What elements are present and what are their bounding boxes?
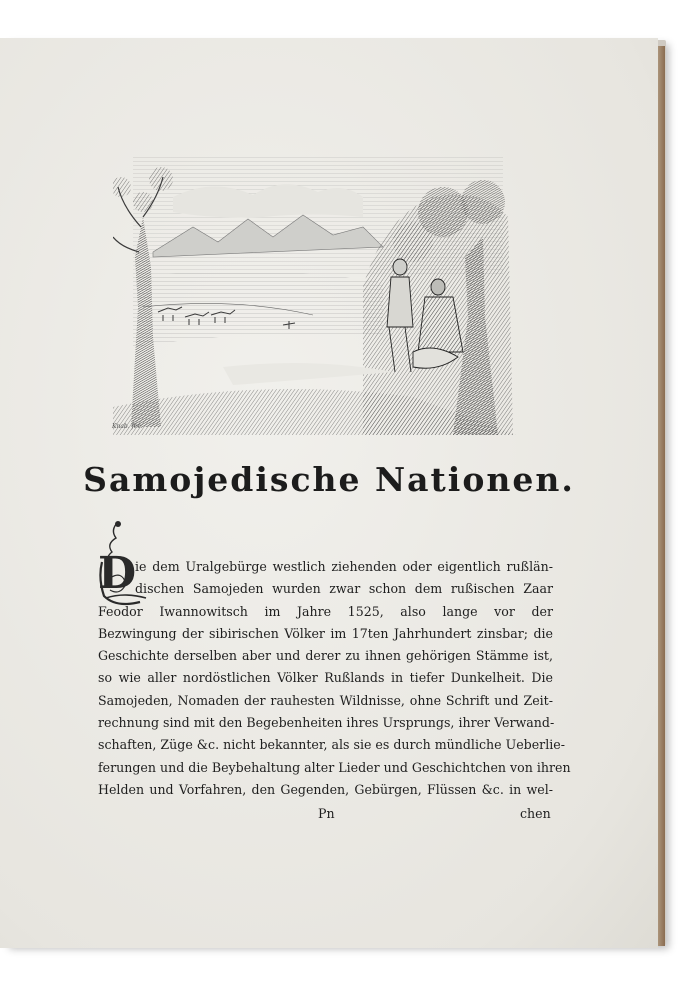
body-line: Geschichte derselben aber und derer zu ihnen gehörigen Stämme ist, bbox=[98, 648, 553, 664]
signature-mark: Pn bbox=[318, 806, 335, 821]
initial-letter-glyph: D bbox=[98, 548, 137, 599]
body-line: rechnung sind mit den Begebenheiten ihres Ursprungs, ihrer Verwand- bbox=[98, 715, 555, 731]
body-text bbox=[98, 556, 571, 801]
body-line: Helden und Vorfahren, den Gegenden, Gebürgen, Flüssen &c. in wel- bbox=[98, 781, 553, 797]
body-line: ferungen und die Beybehaltung alter Lieder und Geschichtchen von ihren bbox=[98, 759, 571, 775]
body-line: schaften, Züge &c. nicht bekannter, als sie es durch mündliche Ueberlie- bbox=[98, 737, 565, 753]
page-title: Samojedische Nationen. bbox=[83, 460, 575, 499]
catchword: chen bbox=[520, 806, 551, 821]
landscape-engraving bbox=[113, 157, 516, 435]
body-line: dischen Samojeden wurden zwar schon dem rußischen Zaar bbox=[135, 581, 553, 597]
body-line: Bezwingung der sibirischen Völker im 17ten Jahrhundert zinsbar; die bbox=[98, 625, 553, 641]
body-line: Samojeden, Nomaden der rauhesten Wildnisse, ohne Schrift und Zeit- bbox=[98, 692, 553, 708]
body-line: Feodor Iwannowitsch im Jahre 1525, also lange vor der bbox=[98, 603, 553, 619]
body-line: so wie aller nordöstlichen Völker Rußlands in tiefer Dunkelheit. Die bbox=[98, 670, 553, 686]
body-line: ie dem Uralgebürge westlich ziehenden oder eigentlich rußlän- bbox=[135, 559, 553, 574]
artist-signature: Knab. fec. bbox=[112, 423, 143, 430]
